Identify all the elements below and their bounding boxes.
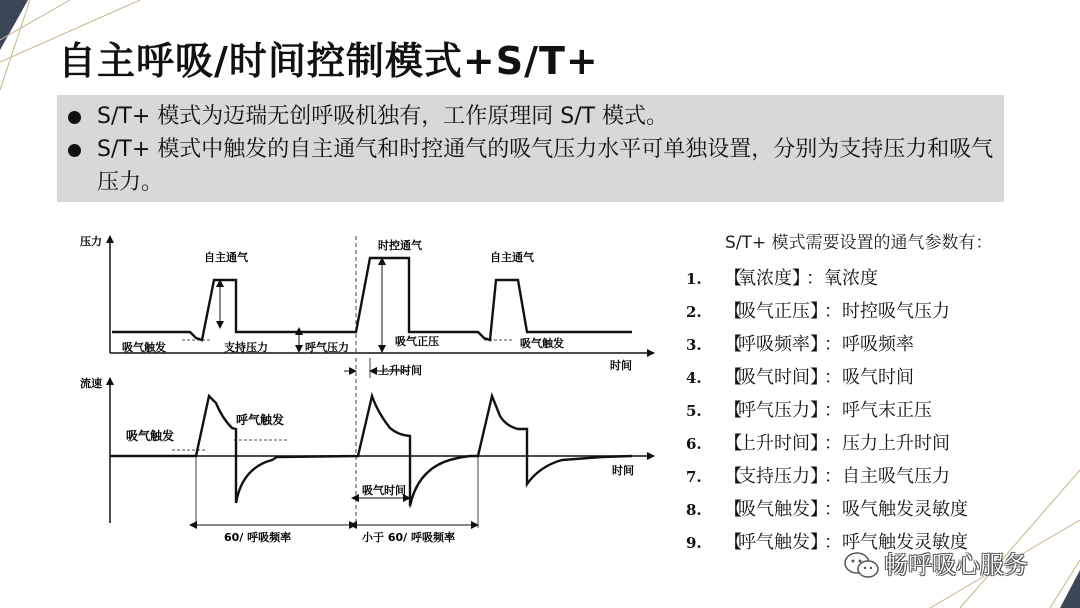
insp-trigger-label-2: 吸气触发 <box>520 337 564 350</box>
bullet-dot-icon <box>68 111 81 124</box>
list-item: 7. 【支持压力】：自主吸气压力 <box>686 466 950 487</box>
list-item: 3. 【呼吸频率】：呼吸频率 <box>686 334 914 355</box>
waveform-diagram <box>72 228 672 558</box>
flow-axis-label: 流速 <box>80 377 102 390</box>
spont-breath-label-2: 自主通气 <box>490 251 534 264</box>
cycle-less-label: 小于 60/ 呼吸频率 <box>362 531 455 544</box>
list-item: 5. 【呼气压力】：呼气末正压 <box>686 400 932 421</box>
exp-pressure-label: 呼气压力 <box>305 341 349 354</box>
bullet-box <box>57 95 1004 202</box>
list-item: 6. 【上升时间】：压力上升时间 <box>686 433 950 454</box>
list-item: 2. 【吸气正压】：时控吸气压力 <box>686 301 950 322</box>
wechat-icon <box>842 550 882 580</box>
list-item: 9. 【呼气触发】：呼气触发灵敏度 <box>686 532 968 553</box>
time-axis-label: 时间 <box>610 359 632 372</box>
pressure-waveform <box>112 258 632 340</box>
bullet-item: S/T+ 模式为迈瑞无创呼吸机独有，工作原理同 S/T 模式。 <box>68 100 997 133</box>
cycle-60-label: 60/ 呼吸频率 <box>224 531 292 544</box>
param-list <box>686 262 968 559</box>
exp-trigger-label: 呼气触发 <box>236 413 285 427</box>
list-item: 4. 【吸气时间】：吸气时间 <box>686 367 914 388</box>
list-item: 8. 【吸气触发】：吸气触发灵敏度 <box>686 499 968 520</box>
insp-pressure-label: 吸气正压 <box>395 335 439 348</box>
timed-breath-label: 时控通气 <box>378 239 422 252</box>
spont-breath-label-1: 自主通气 <box>204 251 248 264</box>
list-item: 1. 【氧浓度】：氧浓度 <box>686 268 878 289</box>
flow-insp-trigger-label: 吸气触发 <box>126 429 175 443</box>
rise-time-label: 上升时间 <box>378 364 422 377</box>
time-axis-label-2: 时间 <box>612 464 634 477</box>
page-title: 自主呼吸/时间控制模式+S/T+ <box>58 39 599 83</box>
support-pressure-label: 支持压力 <box>224 341 268 354</box>
bullet-item: S/T+ 模式中触发的自主通气和时控通气的吸气压力水平可单独设置，分别为支持压力和吸气压力。 <box>68 133 997 199</box>
bullet-dot-icon <box>68 144 81 157</box>
insp-trigger-label-1: 吸气触发 <box>122 341 166 354</box>
params-title: S/T+ 模式需要设置的通气参数有： <box>725 233 993 253</box>
watermark: 畅呼吸心服务 <box>842 548 1052 582</box>
pressure-axis-label: 压力 <box>80 235 102 248</box>
insp-time-label: 吸气时间 <box>362 484 406 497</box>
